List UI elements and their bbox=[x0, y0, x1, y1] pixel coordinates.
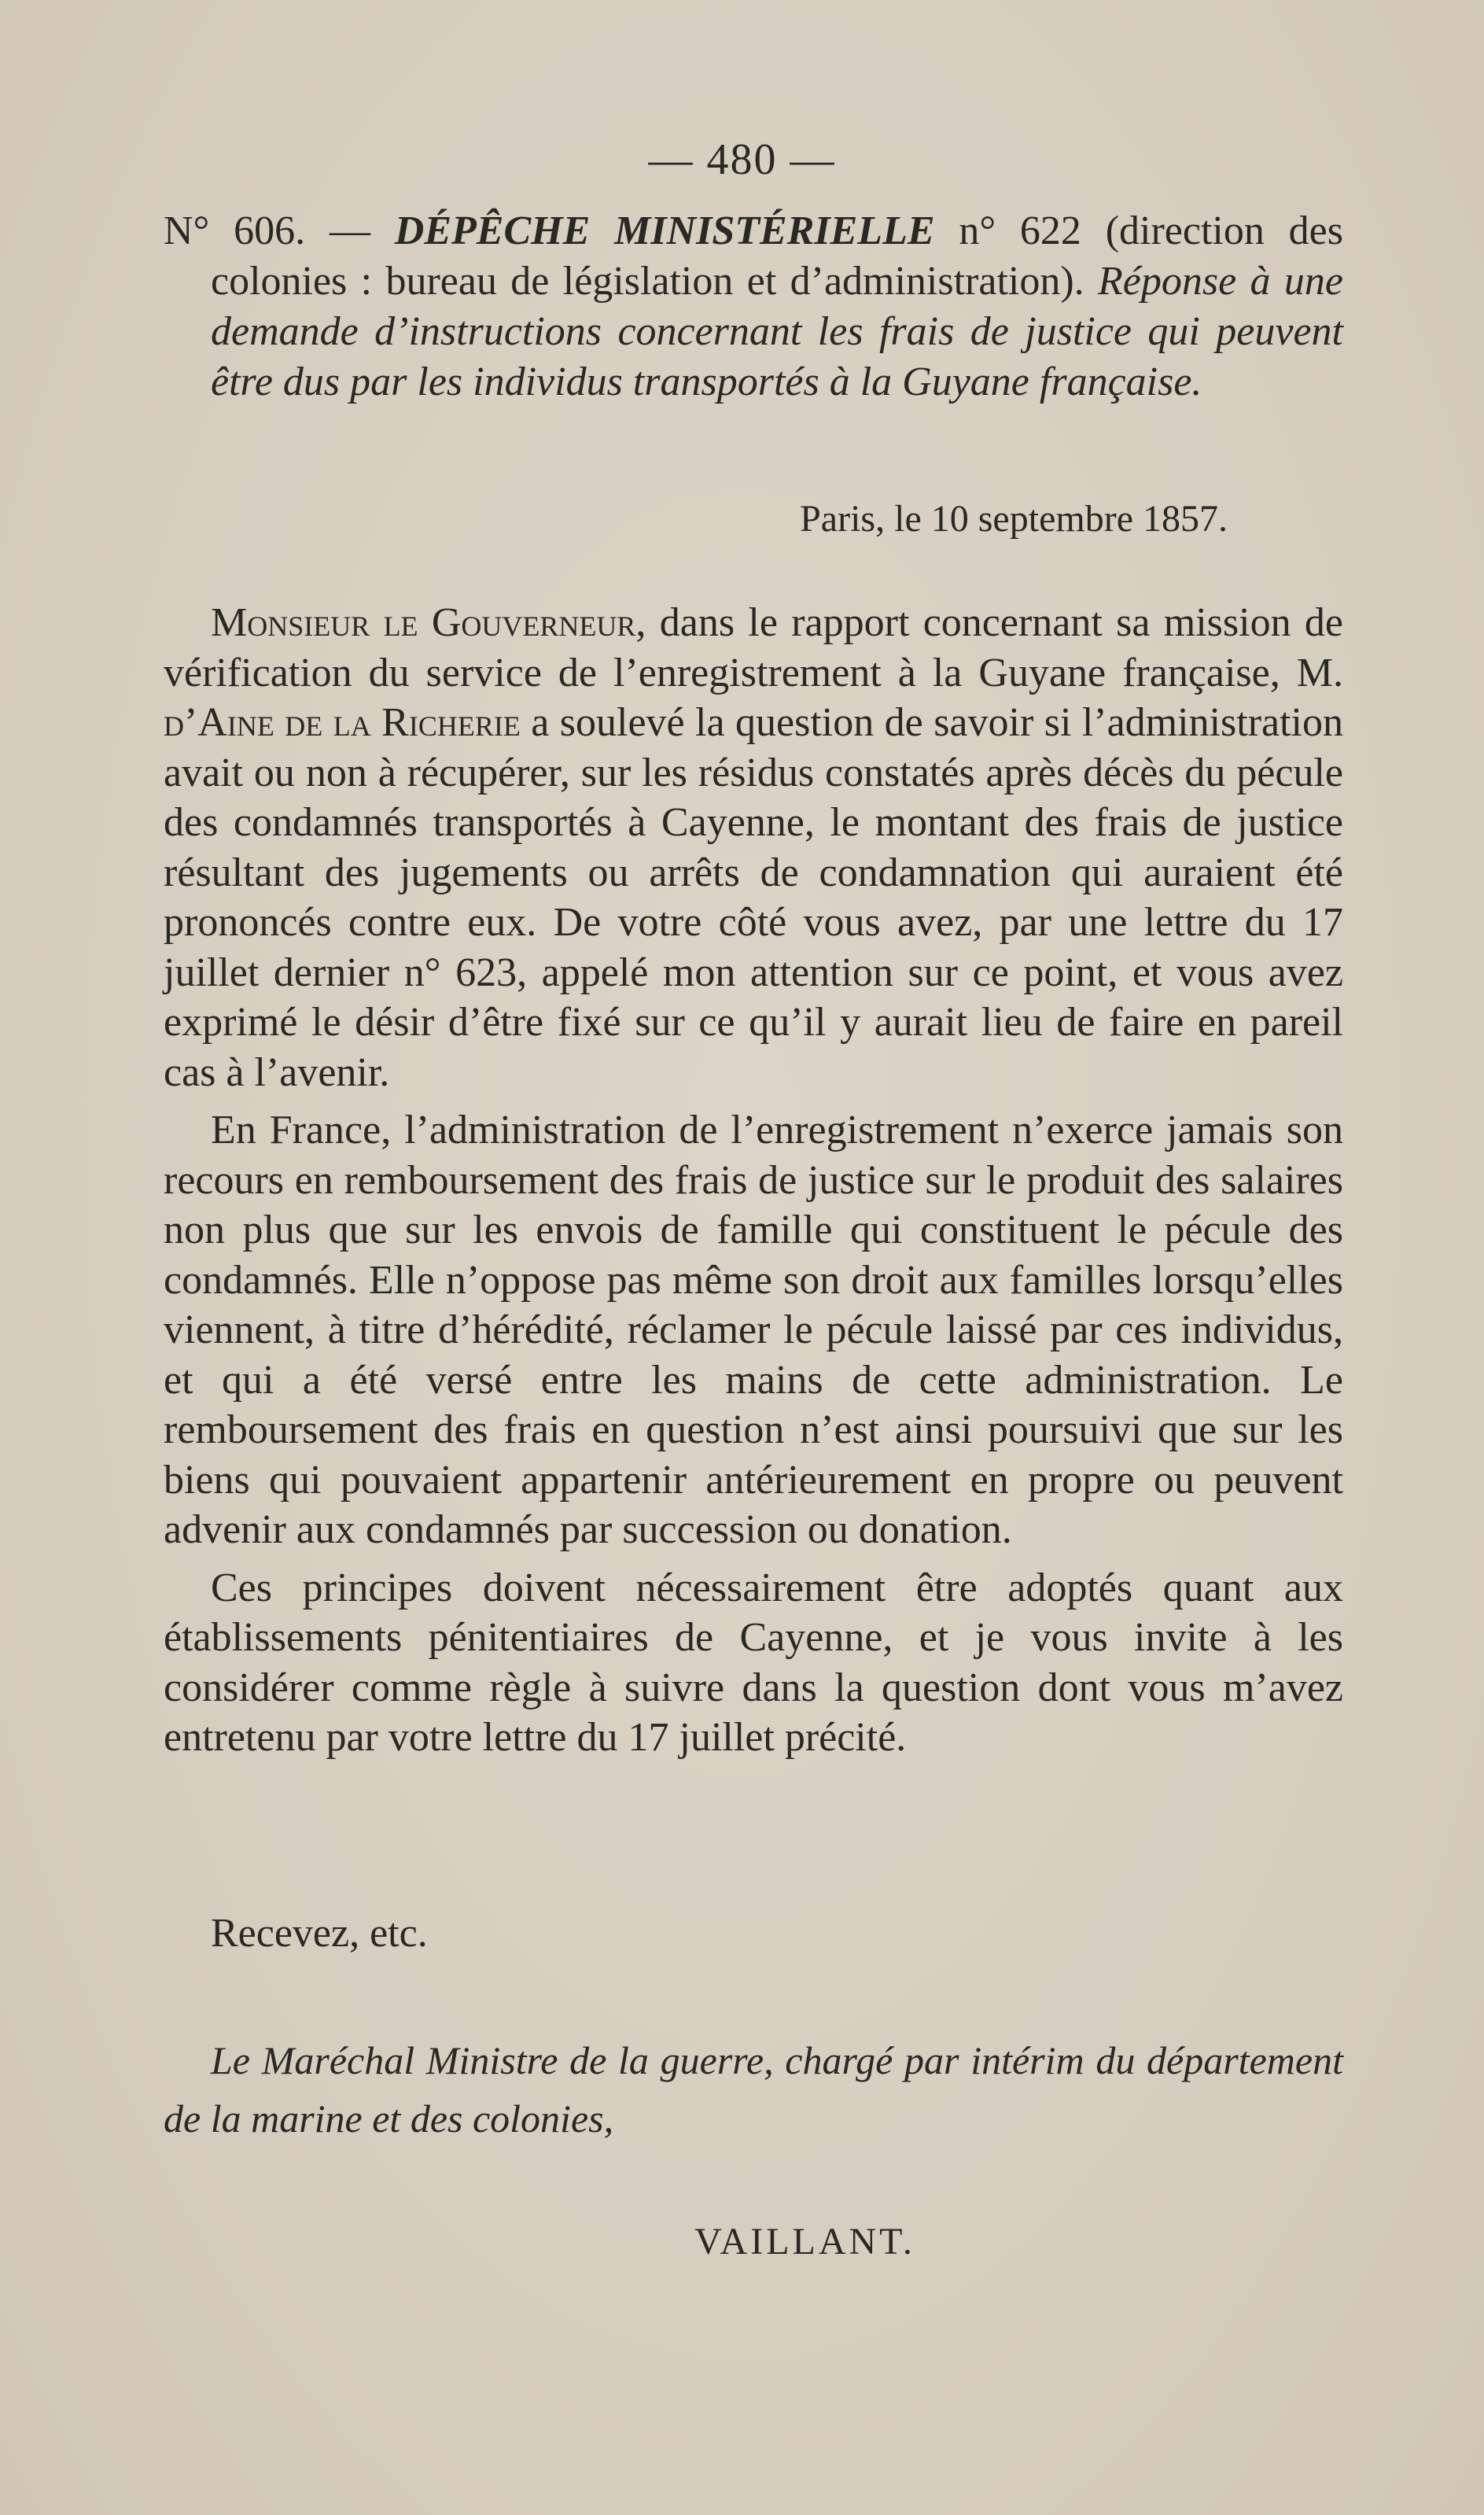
document-number: N° 606. — bbox=[164, 208, 395, 253]
heading-paragraph bbox=[164, 206, 1343, 407]
dateline: Paris, le 10 septembre 1857. bbox=[800, 498, 1228, 540]
signature-name: VAILLANT. bbox=[694, 2221, 915, 2262]
person-name: d’Aine de la Richerie bbox=[164, 700, 521, 745]
paragraph-1-text-a: , dans le rapport concernant sa mission de vérification du service de l’enregistrement à la Guyane française, M. bbox=[164, 600, 1343, 695]
signature-title: Le Maréchal Ministre de la guerre, chargé par intérim du département de la marine et des colonies, bbox=[164, 2038, 1343, 2141]
body-paragraph-1 bbox=[164, 598, 1343, 1097]
document-heading bbox=[164, 206, 1343, 407]
body-paragraph-3: Ces principes doivent nécessairement être adoptés quant aux établissements pénitentiaires de Cayenne, et je vous invite à les considérer comme règle à suivre dans la question dont vous m’avez entretenu par votre lettre du 17 juillet précité. bbox=[164, 1565, 1343, 1760]
letter-body bbox=[164, 598, 1343, 1771]
body-paragraph-2: En France, l’administration de l’enregistrement n’exerce jamais son recours en remboursement des frais de justice sur le produit des salaires non plus que sur les envois de famille qui constituent le pécule des condamnés. Elle n’oppose pas même son droit aux familles lorsqu’elles viennent, à titre d’hérédité, réclamer le pécule laissé par ces individus, et qui a été versé entre les mains de cette administration. Le remboursement des frais en question n’est ainsi poursuivi que sur les biens qui pouvaient appartenir antérieurement en propre ou peuvent advenir aux condamnés par succession ou donation. bbox=[164, 1108, 1343, 1552]
salutation: Monsieur le Gouverneur bbox=[211, 600, 636, 645]
document-type: DÉPÊCHE MINISTÉRIELLE bbox=[394, 208, 935, 253]
document-reference: n° 622 (direction des colonies : bureau de législation et d’administration). bbox=[211, 208, 1343, 304]
paragraph-1-text-b: a soulevé la question de savoir si l’administration avait ou non à récupérer, sur les résidus constatés après décès du pécule des condamnés transportés à Cayenne, le montant des frais de justice résultant des jugements ou arrêts de condamnation qui auraient été prononcés contre eux. De votre côté vous avez, par une lettre du 17 juillet dernier n° 623, appelé mon attention sur ce point, et vous avez exprimé le désir d’être fixé sur ce qu’il y aurait lieu de faire en pareil cas à l’avenir. bbox=[164, 700, 1344, 1095]
signoff: Recevez, etc. bbox=[211, 1911, 428, 1956]
page-number: — 480 — bbox=[648, 135, 836, 184]
document-summary: Réponse à une demande d’instructions concernant les frais de justice qui peuvent être dus par les individus transportés à la Guyane française. bbox=[211, 259, 1343, 404]
